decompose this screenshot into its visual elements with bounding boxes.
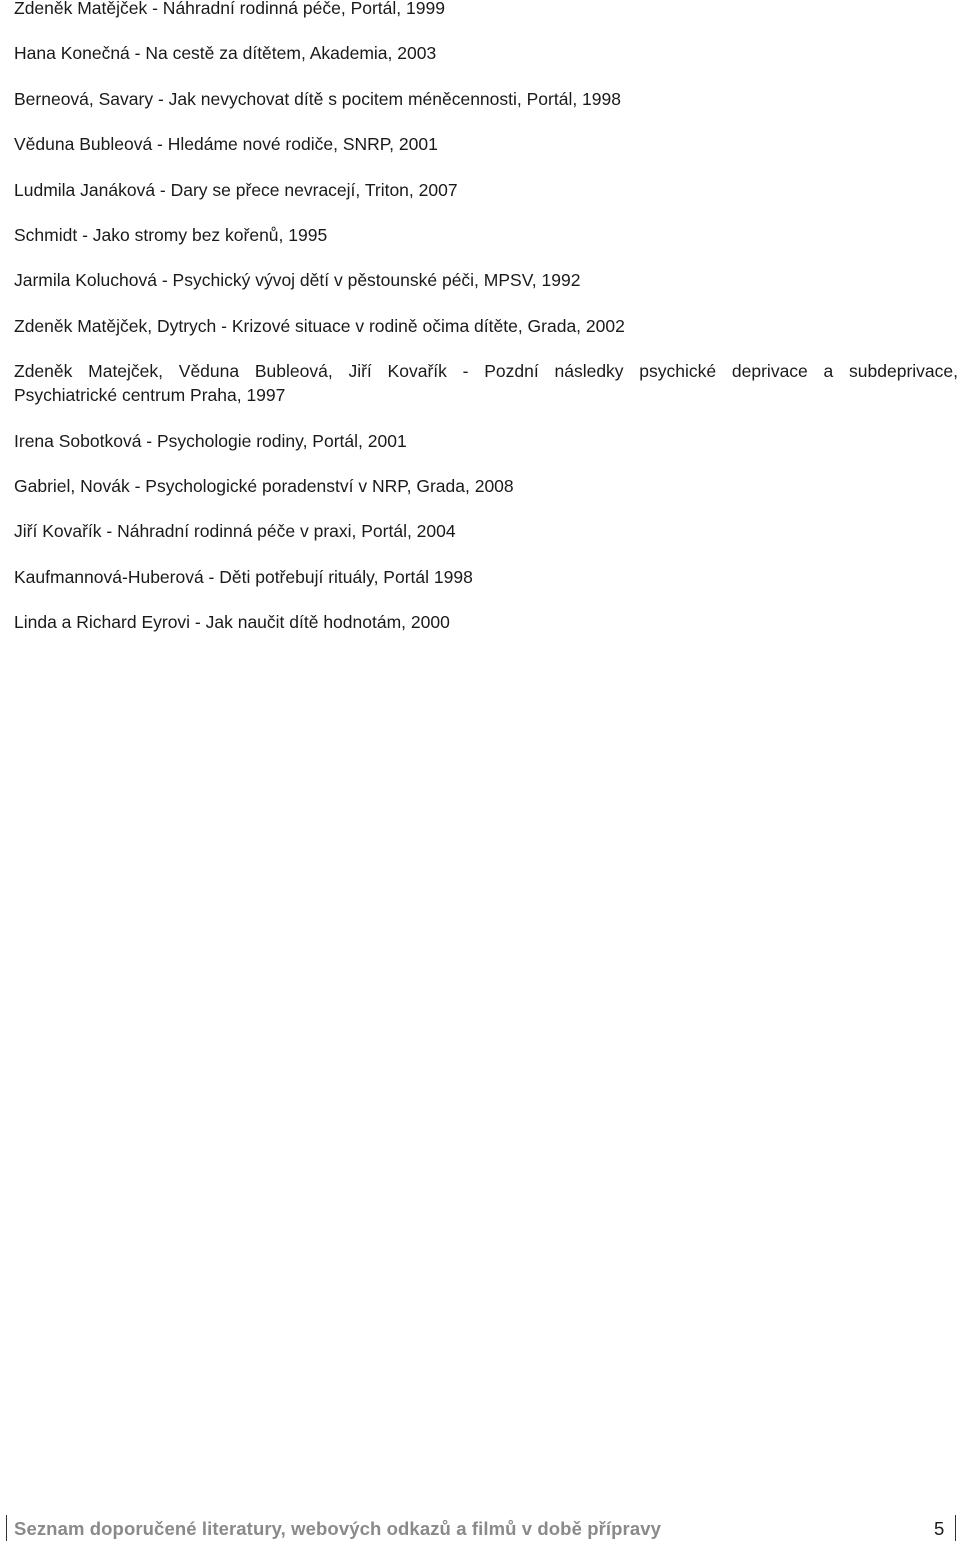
reference-item: Věduna Bubleová - Hledáme nové rodiče, SNRP, 2001: [14, 134, 438, 154]
reference-item: Jiří Kovařík - Náhradní rodinná péče v praxi, Portál, 2004: [14, 521, 456, 541]
page-footer: [0, 1513, 960, 1545]
reference-item-line: Zdeněk Matejček, Věduna Bubleová, Jiří Kovařík - Pozdní následky psychické deprivace a subdeprivace,: [14, 361, 958, 381]
page-number: 5: [934, 1518, 945, 1539]
reference-item: Gabriel, Novák - Psychologické poradenství v NRP, Grada, 2008: [14, 476, 514, 496]
reference-item: Jarmila Koluchová - Psychický vývoj dětí v pěstounské péči, MPSV, 1992: [14, 270, 581, 290]
reference-item: Ludmila Janáková - Dary se přece nevracejí, Triton, 2007: [14, 180, 458, 200]
reference-item: Irena Sobotková - Psychologie rodiny, Portál, 2001: [14, 431, 407, 451]
footer-title: Seznam doporučené literatury, webových odkazů a filmů v době přípravy: [14, 1518, 662, 1539]
reference-item: Zdeněk Matějček, Dytrych - Krizové situace v rodině očima dítěte, Grada, 2002: [14, 316, 625, 336]
footer-left-rule: [6, 1515, 7, 1541]
reference-item: Linda a Richard Eyrovi - Jak naučit dítě hodnotám, 2000: [14, 612, 450, 632]
reference-item: Kaufmannová-Huberová - Děti potřebují rituály, Portál 1998: [14, 567, 473, 587]
reference-item-line: Psychiatrické centrum Praha, 1997: [14, 385, 286, 405]
reference-item: Berneová, Savary - Jak nevychovat dítě s pocitem méněcennosti, Portál, 1998: [14, 89, 621, 109]
reference-item: [14, 359, 958, 407]
footer-right-rule: [955, 1515, 956, 1541]
reference-item: Schmidt - Jako stromy bez kořenů, 1995: [14, 225, 328, 245]
reference-item: Hana Konečná - Na cestě za dítětem, Akademia, 2003: [14, 43, 437, 63]
reference-item: Zdeněk Matějček - Náhradní rodinná péče, Portál, 1999: [14, 0, 445, 18]
